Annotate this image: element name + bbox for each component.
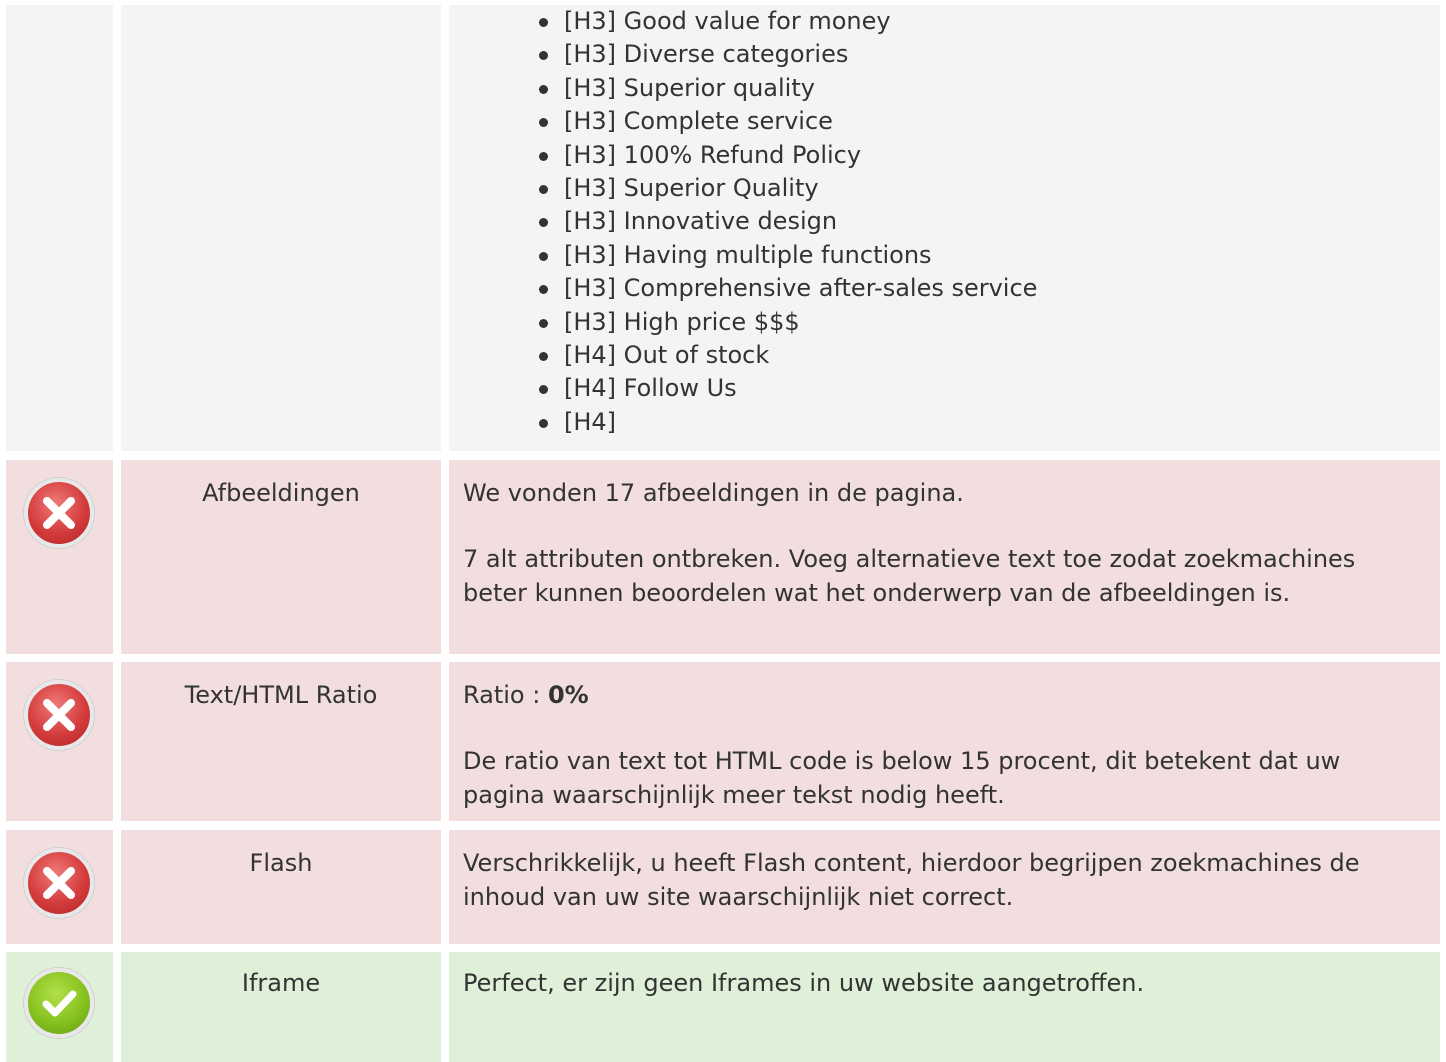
flash-label: Flash: [121, 830, 441, 944]
ratio-line: [463, 678, 1426, 712]
ratio-prefix: Ratio :: [463, 681, 548, 709]
images-label: Afbeeldingen: [121, 460, 441, 654]
heading-item: [H4]: [536, 406, 1037, 439]
heading-item: [H4] Follow Us: [536, 372, 1037, 405]
heading-item: [H3] 100% Refund Policy: [536, 139, 1037, 172]
heading-item: [H3] High price $$$: [536, 306, 1037, 339]
iframe-status-cell: [6, 952, 113, 1062]
iframe-text: Perfect, er zijn geen Iframes in uw website aangetroffen.: [463, 969, 1145, 997]
headings-status-cell: [6, 5, 113, 451]
heading-item: [H3] Good value for money: [536, 5, 1037, 38]
ratio-description: [449, 662, 1440, 821]
heading-item: [H4] Out of stock: [536, 339, 1037, 372]
ratio-label: Text/HTML Ratio: [121, 662, 441, 821]
iframe-label: Iframe: [121, 952, 441, 1062]
images-count-text: We vonden 17 afbeeldingen in de pagina.: [463, 479, 964, 507]
heading-item: [H3] Diverse categories: [536, 38, 1037, 71]
heading-item: [H3] Having multiple functions: [536, 239, 1037, 272]
flash-description: [449, 830, 1440, 944]
check-icon: [24, 968, 94, 1038]
ratio-status-cell: [6, 662, 113, 821]
headings-body-cell: [449, 5, 1440, 451]
heading-item: [H3] Superior Quality: [536, 172, 1037, 205]
cross-icon: [24, 848, 94, 918]
flash-status-cell: [6, 830, 113, 944]
images-alt-text: 7 alt attributen ontbreken. Voeg alternatieve text toe zodat zoekmachines beter kunnen beoordelen wat het onderwerp van de afbeeldingen is.: [463, 545, 1356, 607]
images-status-cell: [6, 460, 113, 654]
flash-text: Verschrikkelijk, u heeft Flash content, hierdoor begrijpen zoekmachines de inhoud van uw site waarschijnlijk niet correct.: [463, 849, 1360, 911]
heading-item: [H3] Comprehensive after-sales service: [536, 272, 1037, 305]
heading-item: [H3] Innovative design: [536, 205, 1037, 238]
cross-icon: [24, 478, 94, 548]
ratio-advice-text: De ratio van text tot HTML code is below 15 procent, dit betekent dat uw pagina waarschijnlijk meer tekst nodig heeft.: [463, 747, 1341, 809]
images-description: [449, 460, 1440, 654]
cross-icon: [24, 680, 94, 750]
ratio-value: 0%: [547, 681, 589, 709]
iframe-description: [449, 952, 1440, 1062]
heading-item: [H3] Superior quality: [536, 72, 1037, 105]
headings-label-cell: [121, 5, 441, 451]
heading-item: [H3] Complete service: [536, 105, 1037, 138]
headings-list: [536, 5, 1037, 439]
